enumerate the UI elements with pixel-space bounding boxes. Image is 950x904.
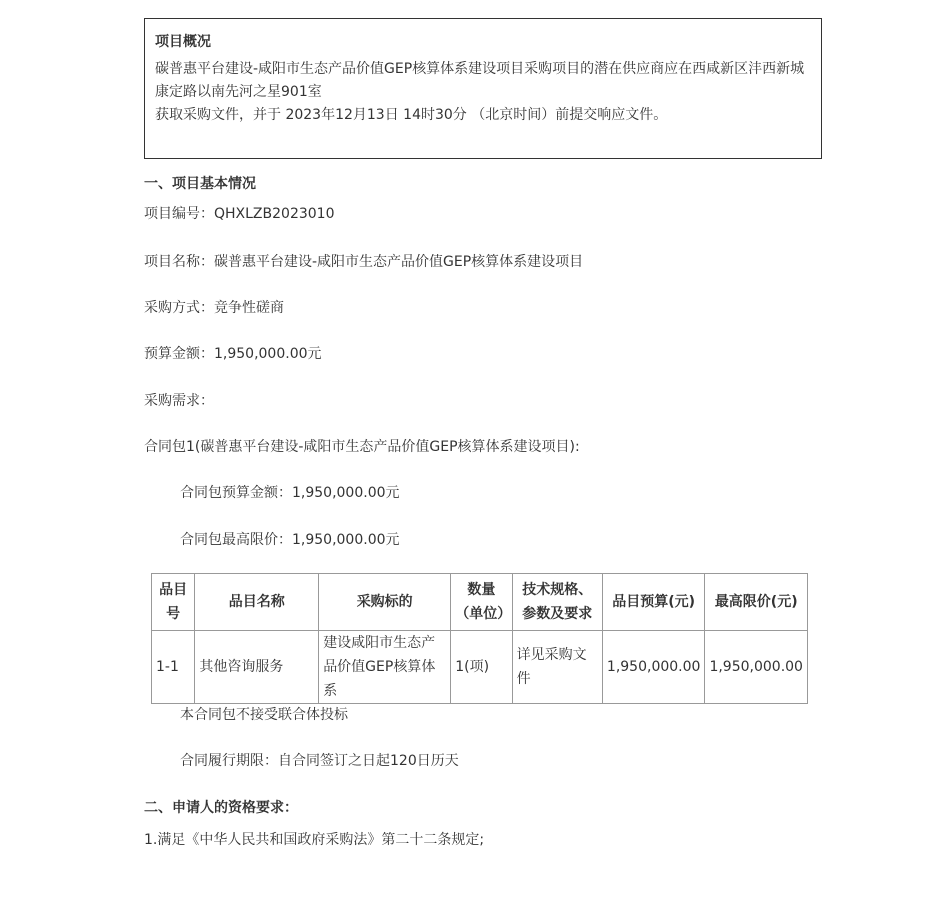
procurement-method: 采购方式：竞争性磋商 <box>144 300 284 316</box>
package-max-price: 合同包最高限价：1,950,000.00元 <box>180 532 400 548</box>
project-name: 项目名称：碳普惠平台建设-咸阳市生态产品价值GEP核算体系建设项目 <box>144 254 584 270</box>
project-number: 项目编号：QHXLZB2023010 <box>144 206 335 222</box>
table-header-row <box>152 574 808 631</box>
col-header-max-price: 最高限价(元) <box>705 574 808 631</box>
overview-line-2: 获取采购文件，并于 2023年12月13日 14时30分 （北京时间）前提交响应文件。 <box>155 107 668 123</box>
col-header-quantity: 数量（单位） <box>451 574 512 631</box>
no-consortium-note: 本合同包不接受联合体投标 <box>180 707 348 723</box>
procurement-requirements-label: 采购需求： <box>144 393 214 409</box>
cell-quantity: 1(项) <box>451 631 512 704</box>
package-budget: 合同包预算金额：1,950,000.00元 <box>180 485 400 501</box>
table-row <box>152 631 808 704</box>
overview-title: 项目概况 <box>155 34 211 50</box>
performance-period: 合同履行期限：自合同签订之日起120日历天 <box>180 753 459 769</box>
section2-heading: 二、申请人的资格要求： <box>144 800 298 816</box>
cell-max-price: 1,950,000.00 <box>705 631 808 704</box>
contract-package-title: 合同包1(碳普惠平台建设-咸阳市生态产品价值GEP核算体系建设项目): <box>144 439 580 455</box>
section1-heading: 一、项目基本情况 <box>144 176 256 192</box>
cell-item-budget: 1,950,000.00 <box>602 631 705 704</box>
overview-line-1: 碳普惠平台建设-咸阳市生态产品价值GEP核算体系建设项目采购项目的潜在供应商应在西咸新区沣西新城康定路以南先河之星901室 <box>155 61 805 100</box>
col-header-item-no: 品目号 <box>152 574 195 631</box>
cell-subject: 建设咸阳市生态产品价值GEP核算体系 <box>319 631 451 704</box>
col-header-subject: 采购标的 <box>319 574 451 631</box>
budget-amount: 预算金额：1,950,000.00元 <box>144 346 322 362</box>
cell-item-name: 其他咨询服务 <box>195 631 319 704</box>
project-overview-box <box>144 18 822 159</box>
col-header-specs: 技术规格、参数及要求 <box>512 574 602 631</box>
col-header-item-name: 品目名称 <box>195 574 319 631</box>
cell-specs: 详见采购文件 <box>512 631 602 704</box>
cell-item-no: 1-1 <box>152 631 195 704</box>
qualification-item-1: 1.满足《中华人民共和国政府采购法》第二十二条规定; <box>144 832 485 848</box>
col-header-item-budget: 品目预算(元) <box>602 574 705 631</box>
procurement-items-table <box>151 573 808 704</box>
